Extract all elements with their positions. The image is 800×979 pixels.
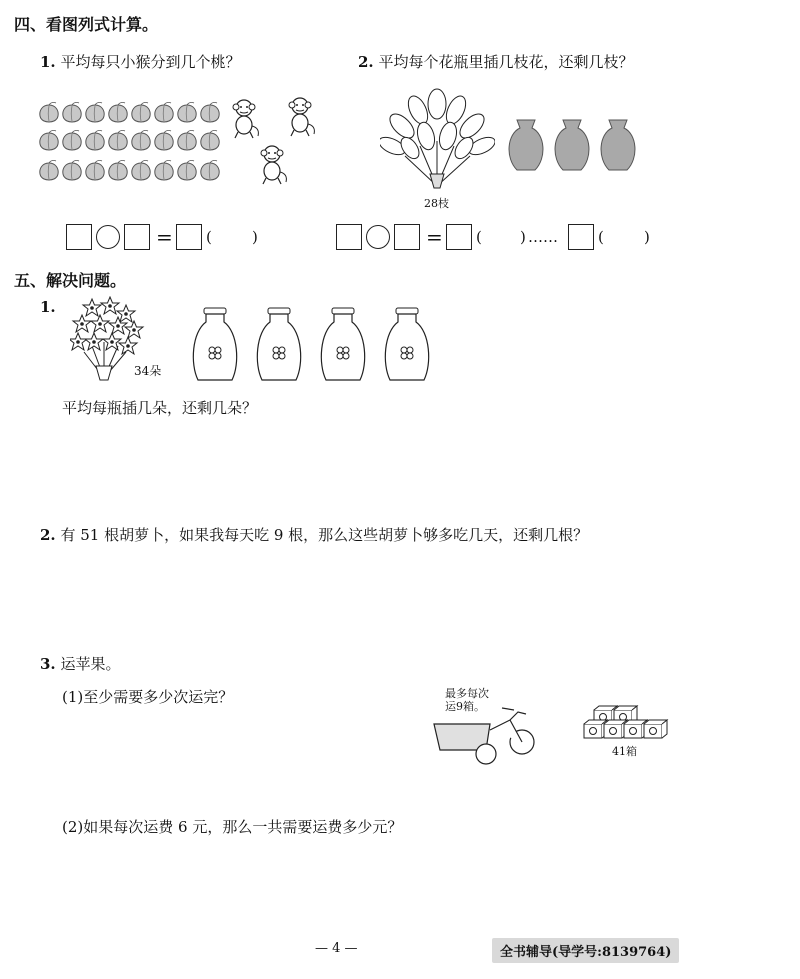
question-text: 有 51 根胡萝卜，如果我每天吃 9 根，那么这些胡萝卜够多吃几天，还剩几根？ bbox=[60, 526, 589, 544]
question-text: 运苹果。 bbox=[60, 655, 121, 673]
question-number: 3. bbox=[40, 655, 56, 673]
unit-open-paren: ( bbox=[206, 228, 212, 246]
s5-question-1-text: 平均每瓶插几朵，还剩几朵？ bbox=[62, 399, 258, 417]
white-vases-illustration bbox=[190, 306, 440, 384]
s4-question-2 bbox=[358, 51, 633, 72]
operator-circle[interactable] bbox=[366, 225, 390, 249]
tricycle-illustration bbox=[430, 700, 540, 768]
apple-boxes-illustration bbox=[580, 702, 676, 742]
question-text: 平均每只小猴分到几个桃？ bbox=[60, 53, 241, 71]
unit-close-paren: ) bbox=[644, 228, 650, 246]
answer-box[interactable] bbox=[66, 224, 92, 250]
boxes-caption: 41箱 bbox=[612, 745, 637, 758]
section-4-title: 四、看图列式计算。 bbox=[14, 15, 159, 34]
answer-box[interactable] bbox=[336, 224, 362, 250]
s5-question-2 bbox=[40, 524, 588, 545]
flowers-caption: 34朵 bbox=[134, 364, 162, 378]
answer-box[interactable] bbox=[176, 224, 202, 250]
unit-close-paren: ) bbox=[252, 228, 258, 246]
question-number: 1. bbox=[40, 53, 56, 71]
answer-box[interactable] bbox=[446, 224, 472, 250]
caption-line: 运9箱。 bbox=[445, 700, 485, 713]
s5-question-3 bbox=[40, 653, 120, 674]
peaches-illustration bbox=[38, 98, 228, 190]
equals-sign: = bbox=[156, 225, 173, 249]
s5-q3-sub-2: (2)如果每次运费 6 元，那么一共需要运费多少元？ bbox=[62, 818, 403, 836]
vases-illustration bbox=[505, 116, 645, 172]
book-badge: 全书辅导(导学号:8139764) bbox=[492, 938, 679, 963]
monkeys-illustration bbox=[228, 94, 328, 194]
equals-sign: = bbox=[426, 225, 443, 249]
operator-circle[interactable] bbox=[96, 225, 120, 249]
unit-close-paren: ) bbox=[520, 228, 526, 246]
caption-line: 最多每次 bbox=[445, 687, 489, 700]
answer-box[interactable] bbox=[568, 224, 594, 250]
question-number: 2. bbox=[40, 526, 56, 544]
section-5-title: 五、解决问题。 bbox=[14, 271, 127, 290]
page-number: — 4 — bbox=[315, 941, 358, 956]
question-number: 2. bbox=[358, 53, 374, 71]
s5-q3-sub-1: (1)至少需要多少次运完？ bbox=[62, 688, 234, 706]
unit-open-paren: ( bbox=[598, 228, 604, 246]
question-number: 1. bbox=[40, 298, 56, 316]
s4-question-1 bbox=[40, 51, 240, 72]
unit-open-paren: ( bbox=[476, 228, 482, 246]
question-text: 平均每个花瓶里插几枝花，还剩几枝？ bbox=[378, 53, 634, 71]
bouquet-caption: 28枝 bbox=[424, 197, 449, 210]
answer-box[interactable] bbox=[124, 224, 150, 250]
remainder-dots: …… bbox=[528, 228, 558, 246]
answer-box[interactable] bbox=[394, 224, 420, 250]
bouquet-illustration bbox=[380, 86, 495, 194]
